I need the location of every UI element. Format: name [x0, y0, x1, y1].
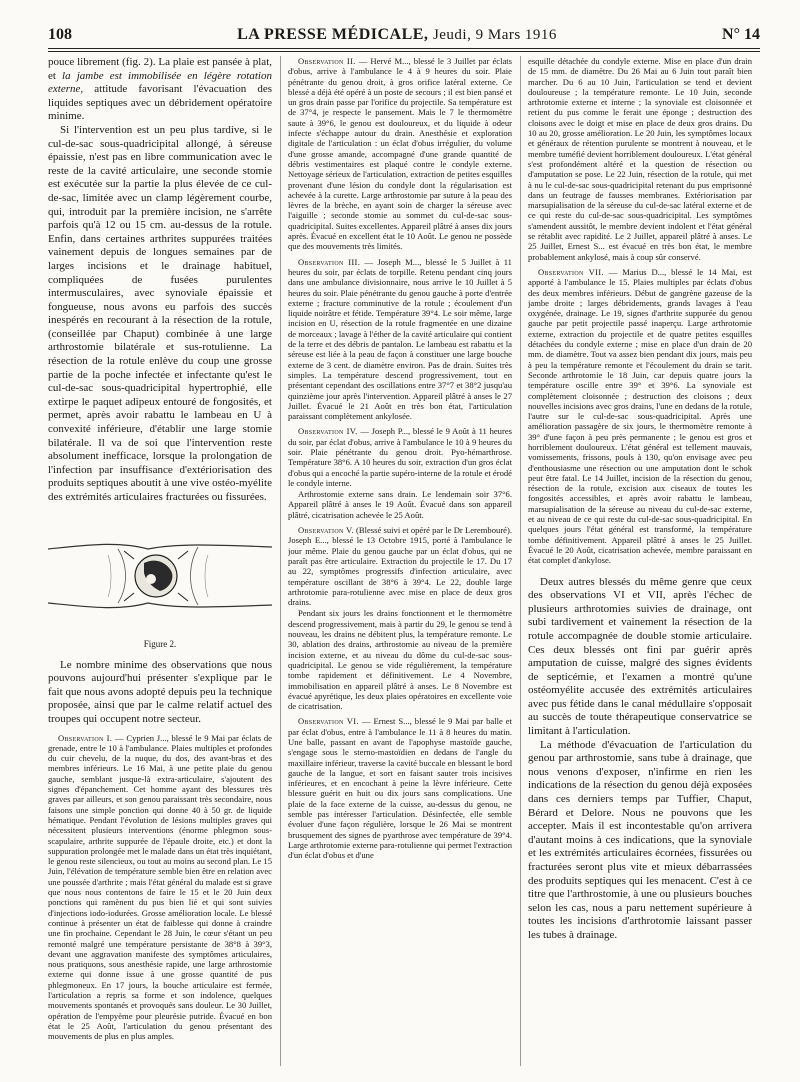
paragraph: Le nombre minime des observations que nous pouvons aujourd'hui présenter s'explique par le fait que nous avons adopté depuis peu la technique proposée, ainsi que par le calme relatif actuel des troupes qui occupent notre secteur.: [48, 658, 272, 725]
paragraph: Si l'intervention est un peu plus tardive, si le cul-de-sac sous-quadricipital allongé, à séreuse épaissie, n'est pas en libre communication avec le reste de la cavité articulaire, une seconde stomie est exécutée sur la partie la plus élevée de ce cul-de-sac, limitée avec un clamp légèrement courbe, qui, introduit par la première incision, ne s'arrête parfois qu'à 12 ou 15 cm. au-dessus de la rotule. Enfin, dans certaines arthrites suppurées traitées vainement depuis de longues semaines par de larges incisions et le drainage habituel, compliquées de fusées purulentes intermusculaires, avec synoviale épaissie et fongueuse, nous avons eu parfois des succès inespérés en recourant à la résection de la rotule, (conseillée par Chaput) combinée à une large arthrostomie bilatérale et sus-rotulienne. La résection de la rotule enlève du coup une grosse partie de la poche infectée et infectante qu'est le cul-de-sac sous-quadricipital hypertrophié, elle extirpe le paquet adipeux entouré de fongosités, et permet, après avoir rabattu le lambeau en U à convexité inférieure, d'établir une large stomie bilatérale. Il va de soi que l'intervention reste absolument inefficace, lorsque la prolongation de l'infection par insuffisance d'extériorisation des produits septiques aboutit à une vive ostéo-myélite des extrémités articulaires fracturées ou fissurées.: [48, 123, 272, 503]
observation-label: Observation V.: [298, 525, 354, 536]
paragraph: Deux autres blessés du même genre que ceux des observations VI et VII, après l'échec de plusieurs arthrotomies suivies de drainage, ont subi tardivement et vainement la résection de la rotule accompagnée de double stomie articulaire. Ces deux blessés ont fini par guérir après amputation de cuisse, malgré des signes évidents de septicémie, et l'examen a montré qu'une ostéomyélite accusée des extrémités articulaires avec pus fétide dans le canal médullaire s'opposait au succès de toute thérapeutique conservatrice se limitant à l'articulation.: [528, 575, 752, 738]
observation-6: [288, 716, 512, 860]
italic-text: la jambe est immobilisée en légère rotation externe,: [48, 69, 272, 96]
observation-4: [288, 426, 512, 488]
observation-4-continued: Arthrostomie externe sans drain. Le lendemain soir 37°6. Appareil plâtré à anses le 19 Août. Évacué dans son appareil plâtré, cicatrisation achevée le 25 Août.: [288, 489, 512, 520]
observation-label: Observation III.: [298, 256, 361, 267]
journal-name: LA PRESSE MÉDICALE,: [237, 26, 429, 43]
observation-text: — Hervé M..., blessé le 3 Juillet par éclats d'obus, arrive à l'ambulance le 4 à 9 heures du soir. Plaie pénétrante du genou droit, à gros orifice latéral externe. Ce blessé a déjà été opéré à un poste de secours ; il est bien pansé et un gros drain passe par l'orifice du projectile. Sa température est de 37°4, je respecte le pansement. Mais le 7 le thermomètre saute à 39°6, le genou est douloureux, et du liquide à odeur infecte s'échappe autour du drain. Anesthésie et exploration digitale de l'articulation : un éclat d'obus irrégulier, du volume d'une grosse amande, accompagné d'une grande quantité de débris vestimentaires est plaqué contre le condyle externe. Nettoyage sérieux de l'articulation, extraction de petites esquilles provenant d'une lésion du condyle dont la régularisation est achevée à la curette. Large arthrostomie par suture à la peau des lèvres de la brèche, en ayant soin de charger la séreuse avec l'aiguille ; seconde stomie au sommet du cul-de-sac sous-quadricipital. Suites excellentes. Appareil plâtré à anses dix jours après. Évacué en excellent état le 10 Août. Le genou ne possède que des mouvements très limités.: [288, 56, 512, 252]
observation-1: [48, 733, 272, 1042]
observation-label: Observation IV.: [298, 426, 358, 437]
observation-text: — Ernest S..., blessé le 9 Mai par balle et par éclat d'obus, entre à l'ambulance le 11 à 8 heures du matin. Une balle, passant en avant de l'apophyse mastoïde gauche, s'engage sous le sterno-mastoïdien en dedans de l'angle du maxillaire inférieur, traverse la cavité buccale en blessant le bord gauche de la langue, et sort en faisant sauter trois incisives inférieures, et en encochant à peine la lèvre inférieure. Cette blessure guérit en huit ou dix jours sans complications. Une plaie de la face externe de la cuisse, au-dessus du genou, ne semble pas intéresser l'articulation. Désinfectée, elle semble évoluer d'une façon régulière, lorsque le 26 Mai se montrent brusquement des signes de pyarthrose avec température de 39°4. Large arthrotomie externe para-rotulienne qui permet l'extraction d'un éclat d'obus et d'une: [288, 716, 512, 861]
article-body: [48, 56, 760, 1066]
observation-label: Observation I.: [58, 732, 113, 743]
observation-text: — Cyprien J..., blessé le 9 Mai par éclats de grenade, entre le 10 à l'ambulance. Plaies multiples et profondes du cuir chevelu, de la nuque, du dos, des avant-bras et des membres inférieurs. Le 16 Mai, à une petite plaie du genou gauche, semblant jusque-là extra-articulaire, s'ajoutent des signes d'épanchement. Cet homme ayant des blessures très graves par ailleurs, et son genou paraissant très secondaire, nous faisons une simple ponction qui donne 40 à 50 gr. de liquide hématique. Pendant l'évolution de lésions multiples graves qui nécessitent plusieurs interventions (énorme phlegmon sous-scapulaire, arthrite suppurée de l'épaule droite, etc.) et dont la suppuration prolongée met le malade dans un état très inquiétant, le genou reste silencieux, ou tout au moins au second plan. Le 15 Juin, l'élévation de température semble bien être en relation avec une poussée d'arthrite ; mais l'état général du malade est si grave que nous nous contentons de faire le 15 et le 20 Juin deux ponctions qui ramènent du pus bien lié et qui sont suivies d'injections iodo-iodurées. Grosse amélioration locale. Le blessé continue à présenter un état de faiblesse qui donne à craindre une fin prochaine. Cependant le 28 Juin, le cœur s'étant un peu remonté malgré une température persistante de 38°8 à 39°3, devant une aggravation manifeste des symptômes articulaires, nous pratiquons, sous anesthésie rapide, une large arthrostomie externe qui donne issue à une grosse quantité de pus phlegmoneux. En 17 jours, la bouche articulaire est fermée, l'articulation a repris sa forme et son indolence, quelques mouvements spontanés et provoqués sans douleur. Le 30 Juillet, opération de l'empyème pour pleurésie putride. Évacué en bon état le 25 Août, l'articulation du genou présentant des mouvements de plus en plus amples.: [48, 732, 272, 1042]
column-1: [48, 56, 272, 1066]
figure-2: [48, 515, 272, 633]
paragraph: La méthode d'évacuation de l'articulation du genou par arthrostomie, sans tube à drainage, que nous venons d'exposer, n'infirme en rien les indications de la résection du genou déjà exposées dans ces derniers temps par Tuffier, Chaput, Bérard et Delore. Nous ne pouvons que les accepter. Mais il est incontestable qu'on arrivera d'autant moins à ces indications, que la synoviale et les extrémités articulaires écornées, fissurées ou fracturées seront plus vite et mieux débarrassées des produits septiques qui les menacent. C'est à ce titre que l'arthrostomie, à une ou plusieurs bouches selon les cas, nous a paru nettement supérieure à toutes les incisions d'arthrotomie laissant passer les tubes à drainage.: [528, 738, 752, 941]
figure-caption: Figure 2.: [143, 638, 177, 649]
paragraph: [48, 56, 272, 124]
column-3: [528, 56, 752, 1066]
column-divider: [520, 56, 521, 1066]
issue-number: N° 14: [722, 26, 760, 43]
observation-text: — Joseph P..., blessé le 9 Août à 11 heures du soir, par éclat d'obus, arrive à l'ambulance le 10 à 9 heures du soir. Plaie pénétrante du genou droit. Pyo-hémarthrose. Température 38°6. A 10 heures du soir, extraction d'un gros éclat d'obus qui a encoché la partie supéro-interne de la rotule et érodé le condyle interne.: [288, 426, 512, 488]
column-2: [288, 56, 512, 1066]
observation-6-continued: esquille détachée du condyle externe. Mise en place d'un drain de 15 mm. de diamètre. Du 26 Mai au 6 Juin tout paraît bien marcher. Du 6 au 10 Juin, l'articulation se tend et devient douloureuse ; la température remonte. Le 10 Juin, seconde arthrotomie externe et interne ; la synoviale est cloisonnée et retient du pus comme le ferait une éponge ; destruction des cloisons avec le doigt et mise en place de deux gros drains. Du 10 au 20, grosse amélioration. Le 20 Juin, les symptômes locaux et généraux de rétention purulente se montrent à nouveau, et le membre tuméfié devient horriblement douloureux. L'état général s'est profondément altéré et la question de résection ou d'amputation se pose. Le 22 Juin, résection de la rotule, qui met à nu le cul-de-sac sous-quadricipital retenant du pus emprisonné dans un feutrage de fausses membranes. Extériorisation par marsupialisation de la séreuse du cul-de-sac latéral externe et de ce qui reste du cul-de-sac sous-quadricipital. Les symptômes s'amendent aussitôt, le membre devient indolent et l'état général se rétablit avec rapidité. Le 2 Juillet, appareil plâtré à anses. Le 25 Juillet, Ernest S... est évacué en très bon état, le membre probablement ankylosé, mais à coup sûr conservé.: [528, 56, 752, 262]
observation-3: [288, 257, 512, 422]
observation-label: Observation II.: [298, 56, 356, 66]
issue-date: Jeudi, 9 Mars 1916: [432, 27, 557, 43]
page-number: 108: [48, 26, 72, 43]
header-rule: [48, 48, 760, 52]
column-divider: [280, 56, 281, 1066]
observation-text: — Marius D..., blessé le 14 Mai, est apporté à l'ambulance le 15. Plaies multiples par éclats d'obus des deux membres inférieurs. Début de gangrène gazeuse de la jambe droite ; larges débridements, grands lavages à l'eau oxygénée, drainage. Le 19, signes d'arthrite suppurée du genou gauche par petit projectile passé inaperçu. Large arthrotomie externe, extraction du projectile et de quatre petites esquilles détachées du condyle externe ; mise en place d'un drain de 20 mm. de diamètre. Tout va assez bien pendant dix jours, mais peu à peu la température remonte et l'écoulement du drain se tarit. Seconde arthrotomie le 18 Juin, car depuis quatre jours la température oscille entre 39° et 39°6. La synoviale est complètement cloisonnée ; destruction des cloisons ; deux nouvelles incisions avec gros drains, l'une en dedans de la rotule, l'autre sur le cul-de-sac sous-quadricipital. Après une amélioration passagère de six jours, le thermomètre remonte à 39° d'une façon à peu près permanente ; le genou est gros et horriblement douloureux. L'état général est tellement mauvais, vomissements, frissons, pouls à 130, qu'on envisage avec peu d'enthousiasme une résection ou une amputation dont le schok peut être fatal. Le 14 Juillet, incision de la résection du genou, résection de la rotule, excision aux ciseaux de toutes les fongosités accessibles, et après avoir rabattu le lambeau, marsupialisation de la séreuse au niveau du cul-de-sac externe, et au niveau de ce qui reste du cul-de-sac sous-quadricipital. En quelques jours l'état général est transformé, la température tombe définitivement. Appareil plâtré à anses le 25 Juillet. Évacué le 20 Août, cicatrisation achevée, membre paraissant en état complet d'ankylose.: [528, 266, 752, 566]
observation-text: (Blessé suivi et opéré par le Dr Lerembouré). Joseph E..., blessé le 13 Octobre 1915, porté à l'ambulance le jour même. Plaie du genou gauche par un éclat d'obus, qui ne paraît pas être articulaire. Extraction du projectile le 17. Du 17 au 22, symptômes progressifs d'infection articulaire, avec température oscillant de 38°6 à 39°4. Le 22, double large arthrotomie para-rotulienne avec mise en place de deux gros drains.: [288, 525, 512, 608]
observation-5: [288, 525, 512, 607]
page-header: [48, 26, 760, 46]
text-run: pouce librement (fig. 2). La plaie est pansée à plat, et: [48, 56, 272, 82]
observation-7: [528, 267, 752, 566]
journal-title-line: [237, 26, 557, 44]
observation-label: Observation VI.: [298, 716, 359, 727]
observation-5-continued: Pendant six jours les drains fonctionnent et le thermomètre descend progressivement, mais à partir du 29, le genou se tend à nouveau, les drains ne débitent plus, la température remonte. Le 30, ablation des drains, arthrostomie au niveau de la première incision externe, et au niveau du dôme du cul-de-sac sous-quadricipital. Le genou se vide régulièrement, la température tombe rapidement et définitivement. Le 4 Novembre, immobilisation en appareil plâtré à anses. Le 8 Novembre est évacué apyrétique, les deux plaies opératoires en excellente voie de cicatrisation.: [288, 608, 512, 712]
observation-text: — Joseph M..., blessé le 5 Juillet à 11 heures du soir, par éclats de torpille. Retenu pendant cinq jours dans une ambulance divisionnaire, nous arrive le 10 Juillet à 5 heures du soir. Plaie pénétrante du genou gauche à porte d'entrée externe ; fracture comminutive de la rotule ; écoulement d'un liquide noirâtre et fétide. Température 39°4. Le soir même, large incision en U, résection de la rotule fragmentée en une dizaine de morceaux ; lavage à l'éther de la cavité articulaire qui contient de la terre et des débris de pantalon. Le lambeau est rabattu et la séreuse est liée à la peau de façon à constituer une large bouche externe de 3 cent. de diamètre environ. Pas de drain. Suites très simples. La température descend progressivement, tout en présentant cependant des oscillations entre 37°7 et 38°2 jusqu'au quinzième jour après l'intervention. Appareil plâtré à anses le 27 Juillet. Évacué le 21 Août en très bon état, l'articulation paraissant complètement ankylosée.: [288, 256, 512, 422]
observation-label: Observation VII.: [538, 266, 604, 277]
observation-2: [288, 56, 512, 252]
knee-section-illustration: [48, 515, 272, 633]
text-run: attitude favorisant l'évacuation des liquides septiques avec un débridement opératoire minime.: [48, 83, 272, 123]
